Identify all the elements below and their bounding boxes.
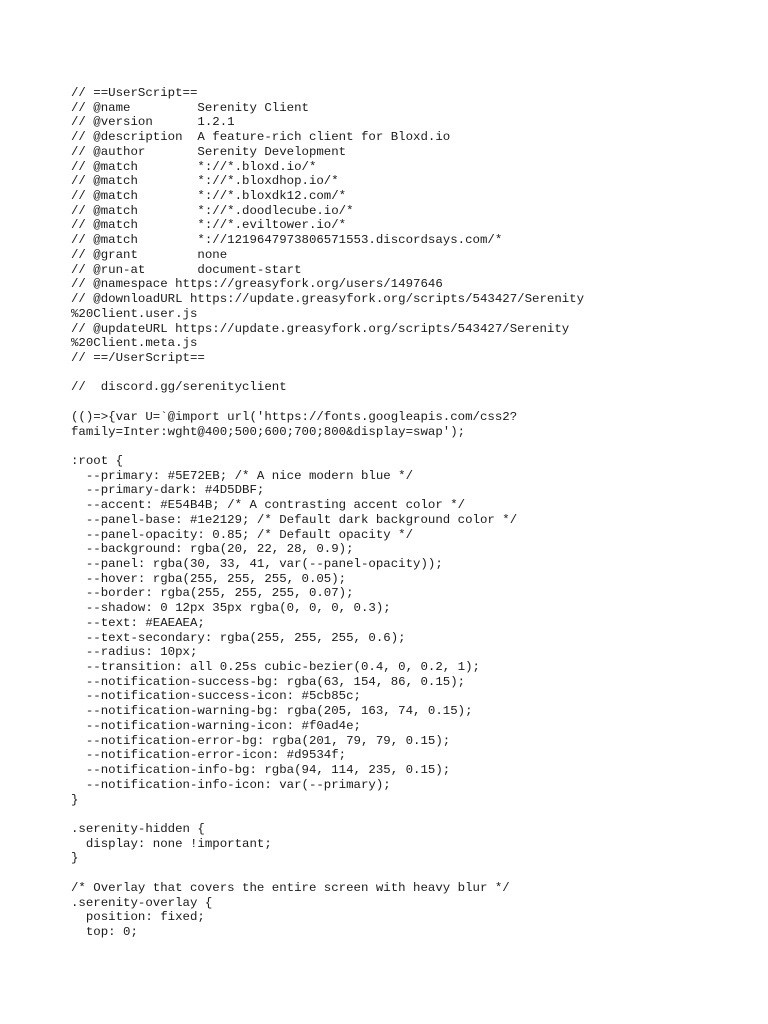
code-line: }: [71, 792, 79, 807]
code-line: [71, 866, 751, 881]
code-line: --accent: #E54B4B; /* A contrasting accent color */: [71, 498, 466, 513]
code-line: --notification-error-bg: rgba(201, 79, 79, 0.15);: [71, 733, 451, 748]
code-line: --hover: rgba(255, 255, 255, 0.05);: [71, 571, 347, 586]
code-line: --notification-success-icon: #5cb85c;: [71, 689, 361, 704]
code-line: // @match *://*.eviltower.io/*: [71, 218, 347, 233]
code-line: --text: #EAEAEA;: [71, 615, 205, 630]
code-line: .serenity-overlay {: [71, 895, 213, 910]
code-line: --text-secondary: rgba(255, 255, 255, 0.6);: [71, 630, 406, 645]
code-line: /* Overlay that covers the entire screen with heavy blur */: [71, 880, 510, 895]
code-line: :root {: [71, 453, 124, 468]
code-line: // @name Serenity Client: [71, 100, 309, 115]
code-line: --panel-opacity: 0.85; /* Default opacity */: [71, 527, 414, 542]
code-line: // @match *://*.doodlecube.io/*: [71, 203, 354, 218]
code-line: // @namespace https://greasyfork.org/users/1497646: [71, 277, 443, 292]
code-line: // @run-at document-start: [71, 262, 302, 277]
code-line: // @match *://*.bloxd.io/*: [71, 159, 317, 174]
code-line: %20Client.user.js: [71, 306, 198, 321]
code-line: // @downloadURL https://update.greasyfork.org/scripts/543427/Serenity: [71, 292, 585, 307]
code-line: // @match *://*.bloxdhop.io/*: [71, 174, 339, 189]
code-line: --primary: #5E72EB; /* A nice modern blue */: [71, 468, 414, 483]
code-line: --primary-dark: #4D5DBF;: [71, 483, 265, 498]
code-line: .serenity-hidden {: [71, 821, 205, 836]
code-line: --panel-base: #1e2129; /* Default dark background color */: [71, 512, 518, 527]
code-line: // ==/UserScript==: [71, 350, 205, 365]
code-line: --notification-info-bg: rgba(94, 114, 235, 0.15);: [71, 763, 451, 778]
code-line: // @updateURL https://update.greasyfork.org/scripts/543427/Serenity: [71, 321, 570, 336]
code-line: --transition: all 0.25s cubic-bezier(0.4, 0, 0.2, 1);: [71, 660, 480, 675]
code-line: (()=>{var U=`@import url('https://fonts.googleapis.com/css2?: [71, 409, 518, 424]
code-line: top: 0;: [71, 924, 138, 939]
code-line: --notification-success-bg: rgba(63, 154, 86, 0.15);: [71, 674, 466, 689]
code-line: // @grant none: [71, 247, 228, 262]
code-line: position: fixed;: [71, 910, 205, 925]
document-page: [71, 86, 751, 940]
code-line: --radius: 10px;: [71, 645, 198, 660]
code-line: [71, 439, 751, 454]
code-line: --panel: rgba(30, 33, 41, var(--panel-opacity));: [71, 557, 443, 571]
code-line: family=Inter:wght@400;500;600;700;800&display=swap');: [71, 424, 466, 439]
code-line: }: [71, 851, 79, 866]
code-line: // @author Serenity Development: [71, 144, 347, 159]
code-line: display: none !important;: [71, 836, 272, 851]
code-line: // ==UserScript==: [71, 86, 198, 100]
code-line: [71, 366, 751, 381]
code-line: // discord.gg/serenityclient: [71, 380, 287, 395]
code-line: // @match *://*.bloxdk12.com/*: [71, 189, 347, 204]
code-line: --notification-warning-icon: #f0ad4e;: [71, 718, 361, 733]
code-line: [71, 807, 751, 822]
code-line: // @match *://1219647973806571553.discordsays.com/*: [71, 233, 503, 248]
code-line: --background: rgba(20, 22, 28, 0.9);: [71, 542, 354, 557]
code-line: --notification-warning-bg: rgba(205, 163, 74, 0.15);: [71, 704, 473, 719]
code-line: --notification-error-icon: #d9534f;: [71, 748, 347, 763]
code-line: // @description A feature-rich client for Bloxd.io: [71, 130, 451, 145]
code-line: [71, 395, 751, 410]
code-line: %20Client.meta.js: [71, 336, 198, 351]
code-line: --notification-info-icon: var(--primary);: [71, 777, 391, 792]
code-line: --border: rgba(255, 255, 255, 0.07);: [71, 586, 354, 601]
code-line: --shadow: 0 12px 35px rgba(0, 0, 0, 0.3);: [71, 601, 391, 616]
code-line: // @version 1.2.1: [71, 115, 235, 130]
code-block: [71, 86, 751, 940]
